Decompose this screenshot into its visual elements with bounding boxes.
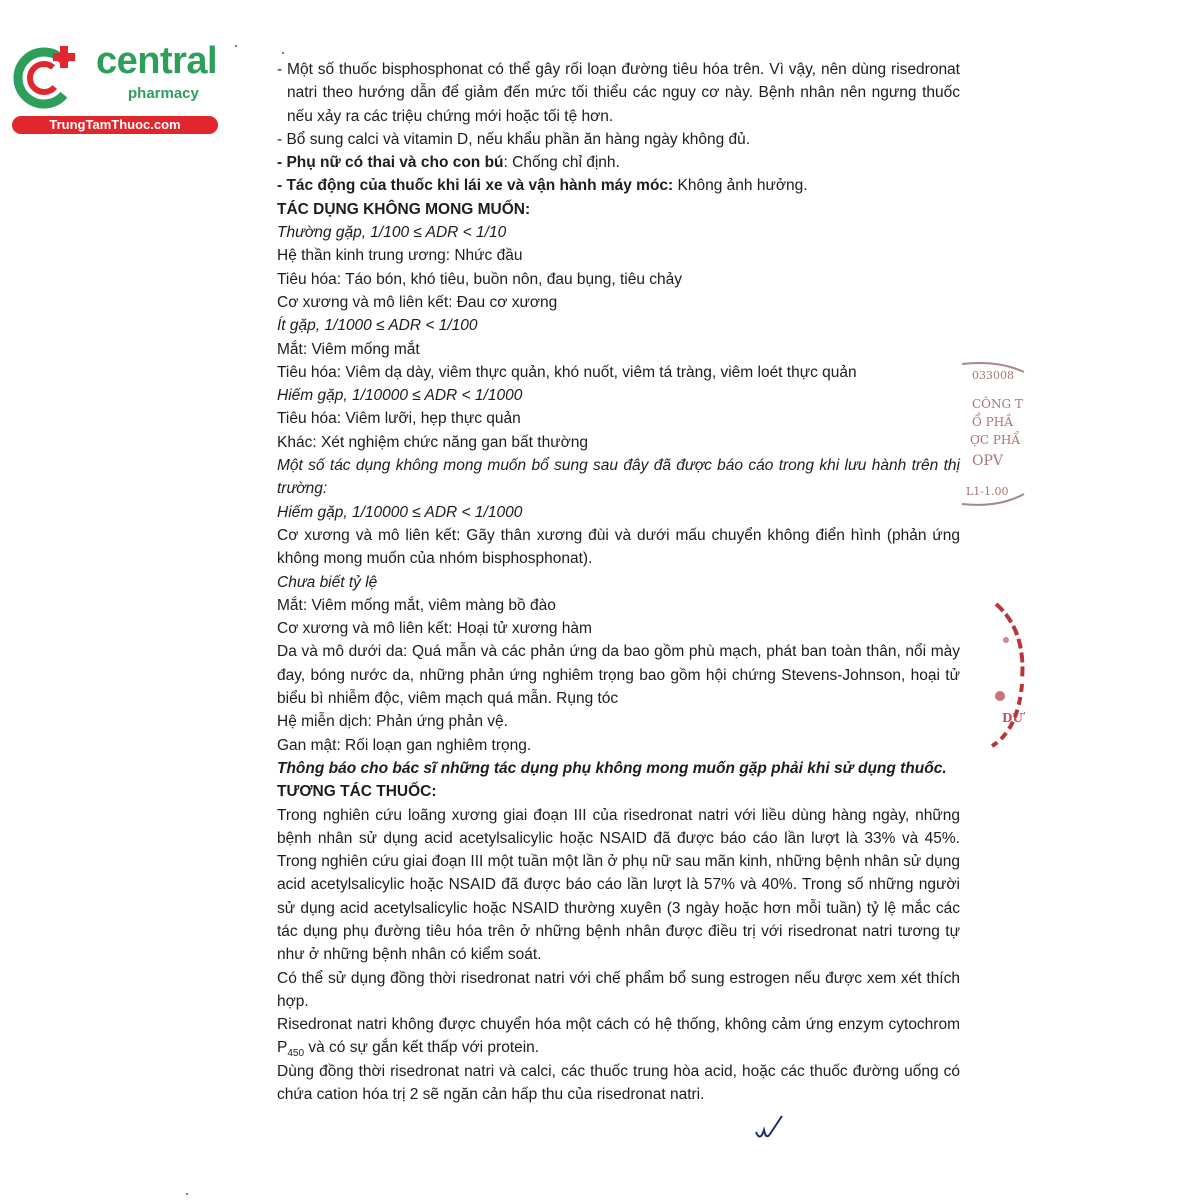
stamp-line-opv: OPV bbox=[972, 453, 1004, 469]
precaution-driving bbox=[277, 174, 960, 197]
interactions-heading: TƯƠNG TÁC THUỐC: bbox=[277, 783, 437, 801]
unknown-effect-immune: Hệ miễn dịch: Phản ứng phản vệ. bbox=[277, 713, 508, 731]
common-effect-cns: Hệ thần kinh trung ương: Nhức đầu bbox=[277, 247, 523, 265]
brand-url-badge[interactable]: TrungTamThuoc.com bbox=[12, 116, 218, 134]
stamp-line-company: CÔNG T bbox=[972, 397, 1023, 411]
stamp-line-pharma: ỢC PHẨ bbox=[970, 433, 1021, 447]
interactions-paragraph-calcium: Dùng đồng thời risedronat natri và calci, các thuốc trung hòa acid, hoặc các thuốc đường uống có chứa cation hóa trị 2 sẽ ngăn cản hấp thu của risedronat natri. bbox=[277, 1062, 960, 1104]
unknown-frequency-label: Chưa biết tỷ lệ bbox=[277, 573, 378, 591]
unknown-effect-jaw: Cơ xương và mô liên kết: Hoại tử xương hàm bbox=[277, 620, 592, 638]
red-stamp-fragment bbox=[982, 600, 1032, 750]
rare-effect-gi: Tiêu hóa: Viêm lưỡi, hẹp thực quản bbox=[277, 410, 521, 428]
brand-subtitle: pharmacy bbox=[128, 85, 199, 102]
cytochrome-text: Risedronat natri không được chuyển hóa một cách có hệ thống, không cảm ứng enzym cytochrom P bbox=[277, 1016, 960, 1057]
signature-icon bbox=[752, 1112, 786, 1146]
postmarket-intro: Một số tác dụng không mong muốn bổ sung sau đây đã được báo cáo trong khi lưu hành trên thị trường: bbox=[277, 457, 960, 498]
interactions-paragraph-estrogen: Có thể sử dụng đồng thời risedronat natri với chế phẩm bổ sung estrogen nếu được xem xét thích hợp. bbox=[277, 969, 960, 1010]
precaution-gi-bullet: - Một số thuốc bisphosphonat có thể gây rối loạn đường tiêu hóa trên. Vì vậy, nên dùng risedronat natri theo hướng dẫn để giảm đến mức tối thiểu các nguy cơ này. Bệnh nhân nên ngưng thuốc nếu xảy ra các triệu chứng mới hoặc tối tệ hơn. bbox=[277, 61, 960, 125]
pregnancy-label: - Phụ nữ có thai và cho con bú bbox=[277, 154, 504, 172]
interactions-paragraph-nsaid: Trong nghiên cứu loãng xương giai đoạn III của risedronat natri với liều dùng hàng ngày, những bệnh nhân sử dụng acid acetylsalicylic hoặc NSAID đã được báo cáo lần lượt là 33% và 45%. Trong nghiên cứu giai đoạn III một tuần một lần ở phụ nữ sau mãn kinh, những bệnh nhân sử dụng acid acetylsalicylic hoặc NSAID đã được báo cáo lần lượt là 57% và 40%. Trong số những người sử dụng acid acetylsalicylic hoặc NSAID thường xuyên (3 ngày hoặc hơn mỗi tuần) tỷ lệ mắc các tác dụng phụ đường tiêu hóa trên ở những bệnh nhân được điều trị với risedronat natri tương tự như ở những bệnh nhân có kiểm soát. bbox=[277, 806, 960, 964]
side-effects-heading: TÁC DỤNG KHÔNG MONG MUỐN: bbox=[277, 200, 531, 218]
pregnancy-text: : Chống chỉ định. bbox=[503, 154, 620, 172]
uncommon-effect-eye: Mắt: Viêm mống mắt bbox=[277, 340, 420, 358]
unknown-effect-eye: Mắt: Viêm mống mắt, viêm màng bồ đào bbox=[277, 596, 556, 614]
brand-name: central bbox=[96, 40, 218, 82]
postmarket-rare-effect: Cơ xương và mô liên kết: Gãy thân xương đùi và dưới mấu chuyển không điển hình (phản ứng không mong muốn của nhóm bisphosphonat). bbox=[277, 526, 960, 568]
scan-speck bbox=[186, 1193, 188, 1195]
common-effect-gi: Tiêu hóa: Táo bón, khó tiêu, buồn nôn, đau bụng, tiêu chảy bbox=[277, 270, 683, 288]
scan-speck bbox=[282, 52, 284, 54]
uncommon-effect-gi: Tiêu hóa: Viêm dạ dày, viêm thực quản, khó nuốt, viêm tá tràng, viêm loét thực quản bbox=[277, 363, 857, 381]
document-body bbox=[277, 58, 960, 1106]
common-effect-musculoskeletal: Cơ xương và mô liên kết: Đau cơ xương bbox=[277, 293, 558, 311]
precaution-pregnancy bbox=[277, 151, 960, 174]
driving-text: Không ảnh hưởng. bbox=[673, 177, 808, 195]
brand-logo[interactable] bbox=[10, 38, 225, 138]
unknown-effect-liver: Gan mật: Rối loạn gan nghiêm trọng. bbox=[277, 736, 532, 754]
driving-label: - Tác động của thuốc khi lái xe và vận hành máy móc: bbox=[277, 177, 674, 195]
rare-frequency-label: Hiếm gặp, 1/10000 ≤ ADR < 1/1000 bbox=[277, 387, 523, 405]
notify-doctor-notice: Thông báo cho bác sĩ những tác dụng phụ không mong muốn gặp phải khi sử dụng thuốc. bbox=[277, 759, 947, 777]
stamp-line-share: Ổ PHẦ bbox=[972, 415, 1013, 429]
uncommon-frequency-label: Ít gặp, 1/1000 ≤ ADR < 1/100 bbox=[277, 317, 478, 335]
stamp-number: 033008 bbox=[972, 369, 1014, 382]
scan-speck bbox=[235, 45, 237, 47]
precaution-calcium-bullet: - Bổ sung calci và vitamin D, nếu khẩu phần ăn hàng ngày không đủ. bbox=[277, 130, 751, 148]
unknown-effect-skin: Da và mô dưới da: Quá mẫn và các phản ứng da bao gồm phù mạch, phát ban toàn thân, nổi mày đay, bóng nước da, những phản ứng nghiêm trọng bao gồm hội chứng Stevens-Johnson, hoại tử biểu bì nhiễm độc, viêm mạch quá mẫn. Rụng tóc bbox=[277, 643, 960, 708]
red-stamp-text: DƯ bbox=[1002, 711, 1023, 725]
cytochrome-text-end: và có sự gắn kết thấp với protein. bbox=[304, 1039, 540, 1057]
rare-effect-other: Khác: Xét nghiệm chức năng gan bất thường bbox=[277, 433, 588, 451]
postmarket-rare-label: Hiếm gặp, 1/10000 ≤ ADR < 1/1000 bbox=[277, 503, 523, 521]
company-stamp-fragment bbox=[958, 358, 1028, 508]
interactions-paragraph-cytochrome bbox=[277, 1013, 960, 1060]
cytochrome-subscript: 450 bbox=[287, 1048, 305, 1060]
stamp-line-date: L1-1.00 bbox=[966, 485, 1009, 498]
central-pharmacy-logo-icon bbox=[10, 38, 90, 118]
common-frequency-label: Thường gặp, 1/100 ≤ ADR < 1/10 bbox=[277, 224, 507, 242]
red-stamp-arc-icon bbox=[982, 600, 1032, 750]
